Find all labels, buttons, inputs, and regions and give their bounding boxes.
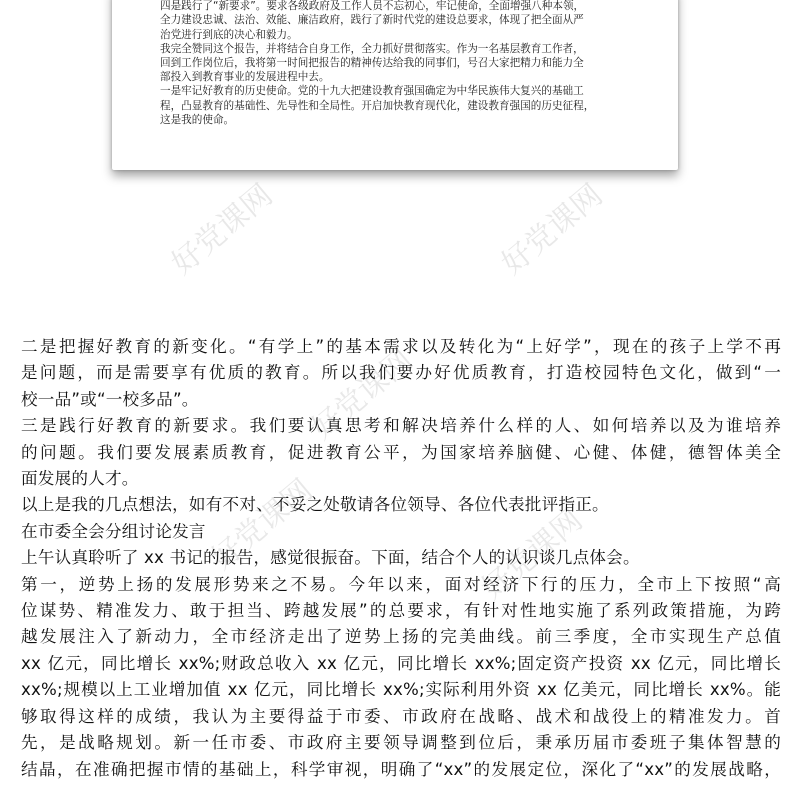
body-line: 校一品”或“一校多品”。	[21, 389, 199, 409]
document-body	[21, 334, 781, 783]
body-line: 是问题，而是需要享有优质的教育。所以我们要办好优质教育，打造校园特色文化，做到“一	[21, 363, 781, 383]
preview-line: 一是牢记好教育的历史使命。党的十九大把建设教育强国确定为中华民族伟大复兴的基础工	[160, 85, 584, 98]
watermark: 好党课网	[165, 177, 280, 282]
body-line: 三是践行好教育的新要求。我们要认真思考和解决培养什么样的人、如何培养以及为谁培养	[21, 416, 781, 436]
body-line: 二是把握好教育的新变化。“有学上”的基本需求以及转化为“上好学”，现在的孩子上学不再	[21, 337, 781, 356]
watermark: 好党课网	[205, 472, 320, 577]
body-line: xx 亿元，同比增长 xx%;财政总收入 xx 亿元，同比增长 xx%;固定资产投资 xx 亿元，同比增长	[21, 653, 781, 673]
body-line: 先，是战略规划。新一任市委、市政府主要领导调整到位后，秉承历届市委班子集体智慧的	[21, 733, 781, 753]
preview-line: 治党进行到底的决心和毅力。	[160, 28, 298, 41]
preview-line: 程，凸显教育的基础性、先导性和全局性。开启加快教育现代化，建设教育强国的历史征程，	[160, 99, 595, 112]
preview-line: 回到工作岗位后，我将第一时间把报告的精神传达给我的同事们，号召大家把精力和能力全	[160, 57, 584, 70]
preview-line: 我完全赞同这个报告，并将结合自身工作，全力抓好贯彻落实。作为一名基层教育工作者，	[160, 42, 584, 55]
body-line: 第一，逆势上扬的发展形势来之不易。今年以来，面对经济下行的压力，全市上下按照“高	[21, 574, 781, 594]
watermark: 好党课网	[305, 342, 420, 447]
body-line: 位谋势、精准发力、敢于担当、跨越发展”的总要求，有针对性地实施了系列政策措施，为跨	[21, 601, 781, 621]
preview-line: 全力建设忠诚、法治、效能、廉洁政府，践行了新时代党的建设总要求，体现了把全面从严	[160, 14, 584, 27]
preview-line: 四是践行了“新要求”。要求各级政府及工作人员不忘初心，牢记使命，全面增强八种本领，	[160, 0, 585, 13]
body-line: 上午认真聆听了 xx 书记的报告，感觉很振奋。下面，结合个人的认识谈几点体会。	[21, 548, 640, 568]
body-line: 以上是我的几点想法，如有不对、不妥之处敬请各位领导、各位代表批评指正。	[21, 495, 609, 515]
section-heading: 在市委全会分组讨论发言	[21, 521, 206, 541]
watermark: 好党课网	[475, 502, 590, 607]
body-line: 越发展注入了新动力，全市经济走出了逆势上扬的完美曲线。前三季度，全市实现生产总值	[21, 627, 781, 647]
body-line: xx%;规模以上工业增加值 xx 亿元，同比增长 xx%;实际利用外资 xx 亿美元，同比增长 xx%。能	[21, 680, 781, 700]
preview-line: 这是我的使命。	[160, 113, 235, 126]
body-line: 够取得这样的成绩，我认为主要得益于市委、市政府在战略、战术和战役上的精准发力。首	[21, 706, 781, 726]
body-line: 面发展的人才。	[21, 469, 139, 489]
body-line: 的问题。我们要发展素质教育，促进教育公平，为国家培养脑健、心健、体健，德智体美全	[21, 442, 781, 462]
body-line: 结晶，在准确把握市情的基础上，科学审视，明确了“xx”的发展定位，深化了“xx”的发展战略，	[21, 759, 781, 779]
preview-line: 部投入到教育事业的发展进程中去。	[160, 71, 330, 84]
watermark: 好党课网	[495, 177, 610, 282]
preview-text-block	[160, 0, 640, 127]
document-preview-card	[112, 0, 678, 170]
